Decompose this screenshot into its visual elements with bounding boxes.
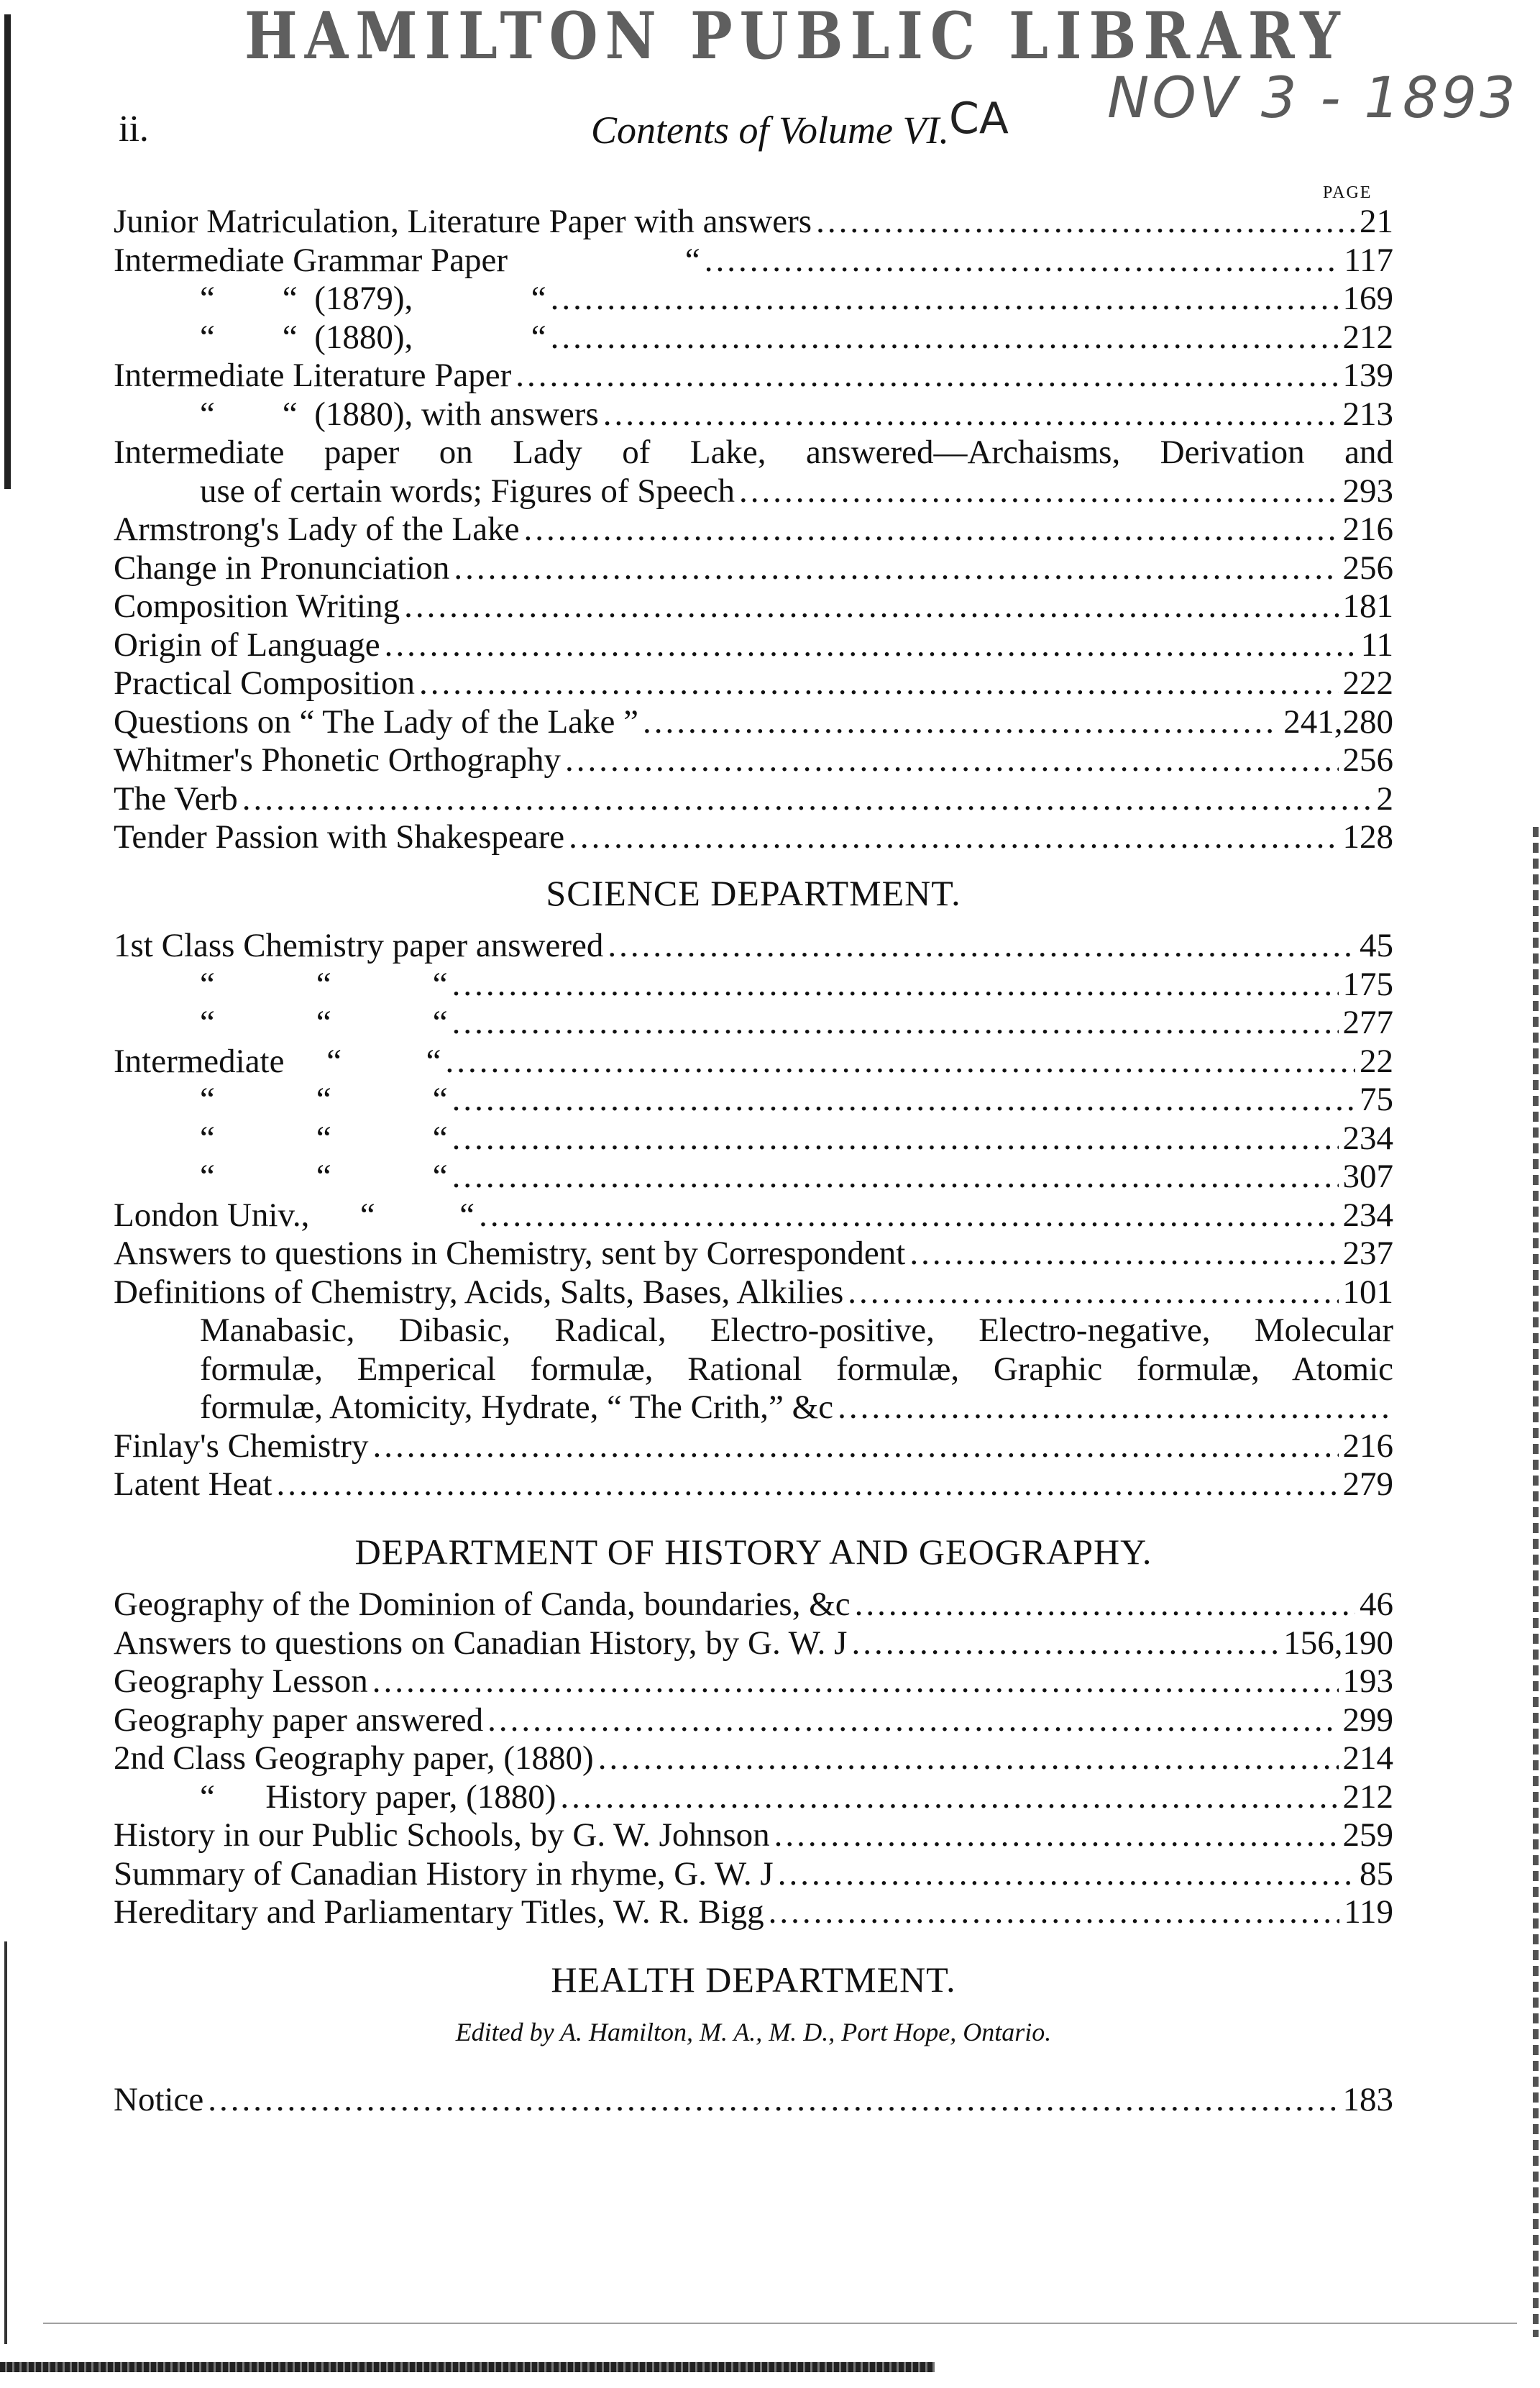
toc-entry: “ “ (1879), “ ..... 169: [114, 280, 1393, 319]
scan-edge-right: [1533, 827, 1539, 2337]
toc-entry: Intermediate Literature Paper ..... 139: [114, 357, 1393, 395]
toc-entry: Intermediate Grammar Paper “ ..... 117: [114, 242, 1393, 280]
toc-entry: History in our Public Schools, by G. W. Johnson ..... 259: [114, 1816, 1393, 1855]
binding-edge-lower: [4, 1941, 7, 2344]
section-heading-history: DEPARTMENT OF HISTORY AND GEOGRAPHY.: [354, 1531, 1152, 1572]
toc-entry: Geography of the Dominion of Canda, boundaries, &c ..... 46: [114, 1586, 1393, 1624]
toc-entry: Hereditary and Parliamentary Titles, W. R. Bigg ..... 119: [114, 1893, 1393, 1932]
toc-entry: Tender Passion with Shakespeare ..... 128: [114, 818, 1393, 857]
english-entries: [114, 203, 1393, 857]
toc-entry: Answers to questions in Chemistry, sent by Correspondent ..... 237: [114, 1235, 1393, 1273]
section-heading-science: SCIENCE DEPARTMENT.: [546, 872, 961, 913]
page-column-heading: PAGE: [1323, 183, 1372, 202]
toc-entry: Armstrong's Lady of the Lake ..... 216: [114, 511, 1393, 549]
toc-entry: Answers to questions on Canadian History, by G. W. J ..... 156,190: [114, 1624, 1393, 1663]
library-stamp: HAMILTON PUBLIC LIBRARY: [244, 0, 1347, 74]
scan-strip: [0, 2362, 935, 2372]
toc-entry: Finlay's Chemistry ..... 216: [114, 1427, 1393, 1466]
toc-entry: Summary of Canadian History in rhyme, G. W. J ..... 85: [114, 1855, 1393, 1894]
toc-entry: Geography Lesson ..... 193: [114, 1662, 1393, 1701]
toc-entry: “ “ “ ..... 175: [114, 966, 1393, 1005]
page-number: ii.: [119, 109, 149, 150]
toc-entry-multiline: Intermediate paper on Lady of Lake, answered—Archaisms, Derivation and use of certain words; Figures of Speech ..... 293: [114, 434, 1393, 511]
date-stamp: NOV 3 - 1893: [1107, 66, 1518, 131]
toc-entry: “ “ (1880), “ ..... 212: [114, 319, 1393, 357]
toc-entry: “ History paper, (1880) ..... 212: [114, 1778, 1393, 1817]
toc-entry: Practical Composition ..... 222: [114, 664, 1393, 703]
toc-entry: Change in Pronunciation ..... 256: [114, 549, 1393, 588]
table-of-contents: [114, 203, 1393, 2119]
toc-entry: Whitmer's Phonetic Orthography ..... 256: [114, 741, 1393, 780]
toc-entry: “ “ (1880), with answers ..... 213: [114, 395, 1393, 434]
toc-entry-multiline: Manabasic, Dibasic, Radical, Electro-positive, Electro-negative, Molecular formulæ, Emperical formulæ, Rational formulæ, Graphic formulæ, Atomic formulæ, Atomicity, Hydrate, “ The Crith,” &c .....: [114, 1312, 1393, 1427]
toc-entry: The Verb ..... 2: [114, 780, 1393, 819]
toc-entry: Definitions of Chemistry, Acids, Salts, Bases, Alkilies ..... 101: [114, 1273, 1393, 1312]
science-entries: [114, 927, 1393, 1504]
toc-entry: “ “ “ ..... 75: [114, 1081, 1393, 1120]
handwritten-mark: CA: [949, 93, 1009, 144]
toc-entry: Notice ..... 183: [114, 2081, 1393, 2120]
scan-edge-bottom: [43, 2323, 1517, 2324]
binding-edge: [4, 14, 11, 489]
toc-entry: London Univ., “ “ ..... 234: [114, 1197, 1393, 1235]
section-heading-health: HEALTH DEPARTMENT.: [551, 1959, 956, 2000]
toc-entry: Intermediate “ “ ..... 22: [114, 1043, 1393, 1081]
toc-entry: “ “ “ ..... 277: [114, 1004, 1393, 1043]
toc-entry: Geography paper answered ..... 299: [114, 1701, 1393, 1740]
toc-entry: Composition Writing ..... 181: [114, 587, 1393, 626]
toc-entry: 1st Class Chemistry paper answered ..... 45: [114, 927, 1393, 966]
section-editor-note: Edited by A. Hamilton, M. A., M. D., Port Hope, Ontario.: [455, 2018, 1052, 2046]
toc-entry: Origin of Language ..... 11: [114, 626, 1393, 665]
toc-entry: 2nd Class Geography paper, (1880) ..... 214: [114, 1739, 1393, 1778]
toc-entry: Latent Heat ..... 279: [114, 1465, 1393, 1504]
toc-entry: Questions on “ The Lady of the Lake ” ..... 241,280: [114, 703, 1393, 742]
running-title: Contents of Volume VI.: [591, 109, 949, 152]
toc-entry: “ “ “ ..... 307: [114, 1158, 1393, 1197]
toc-entry: “ “ “ ..... 234: [114, 1120, 1393, 1158]
history-entries: [114, 1586, 1393, 1932]
toc-entry: Junior Matriculation, Literature Paper with answers ..... 21: [114, 203, 1393, 242]
